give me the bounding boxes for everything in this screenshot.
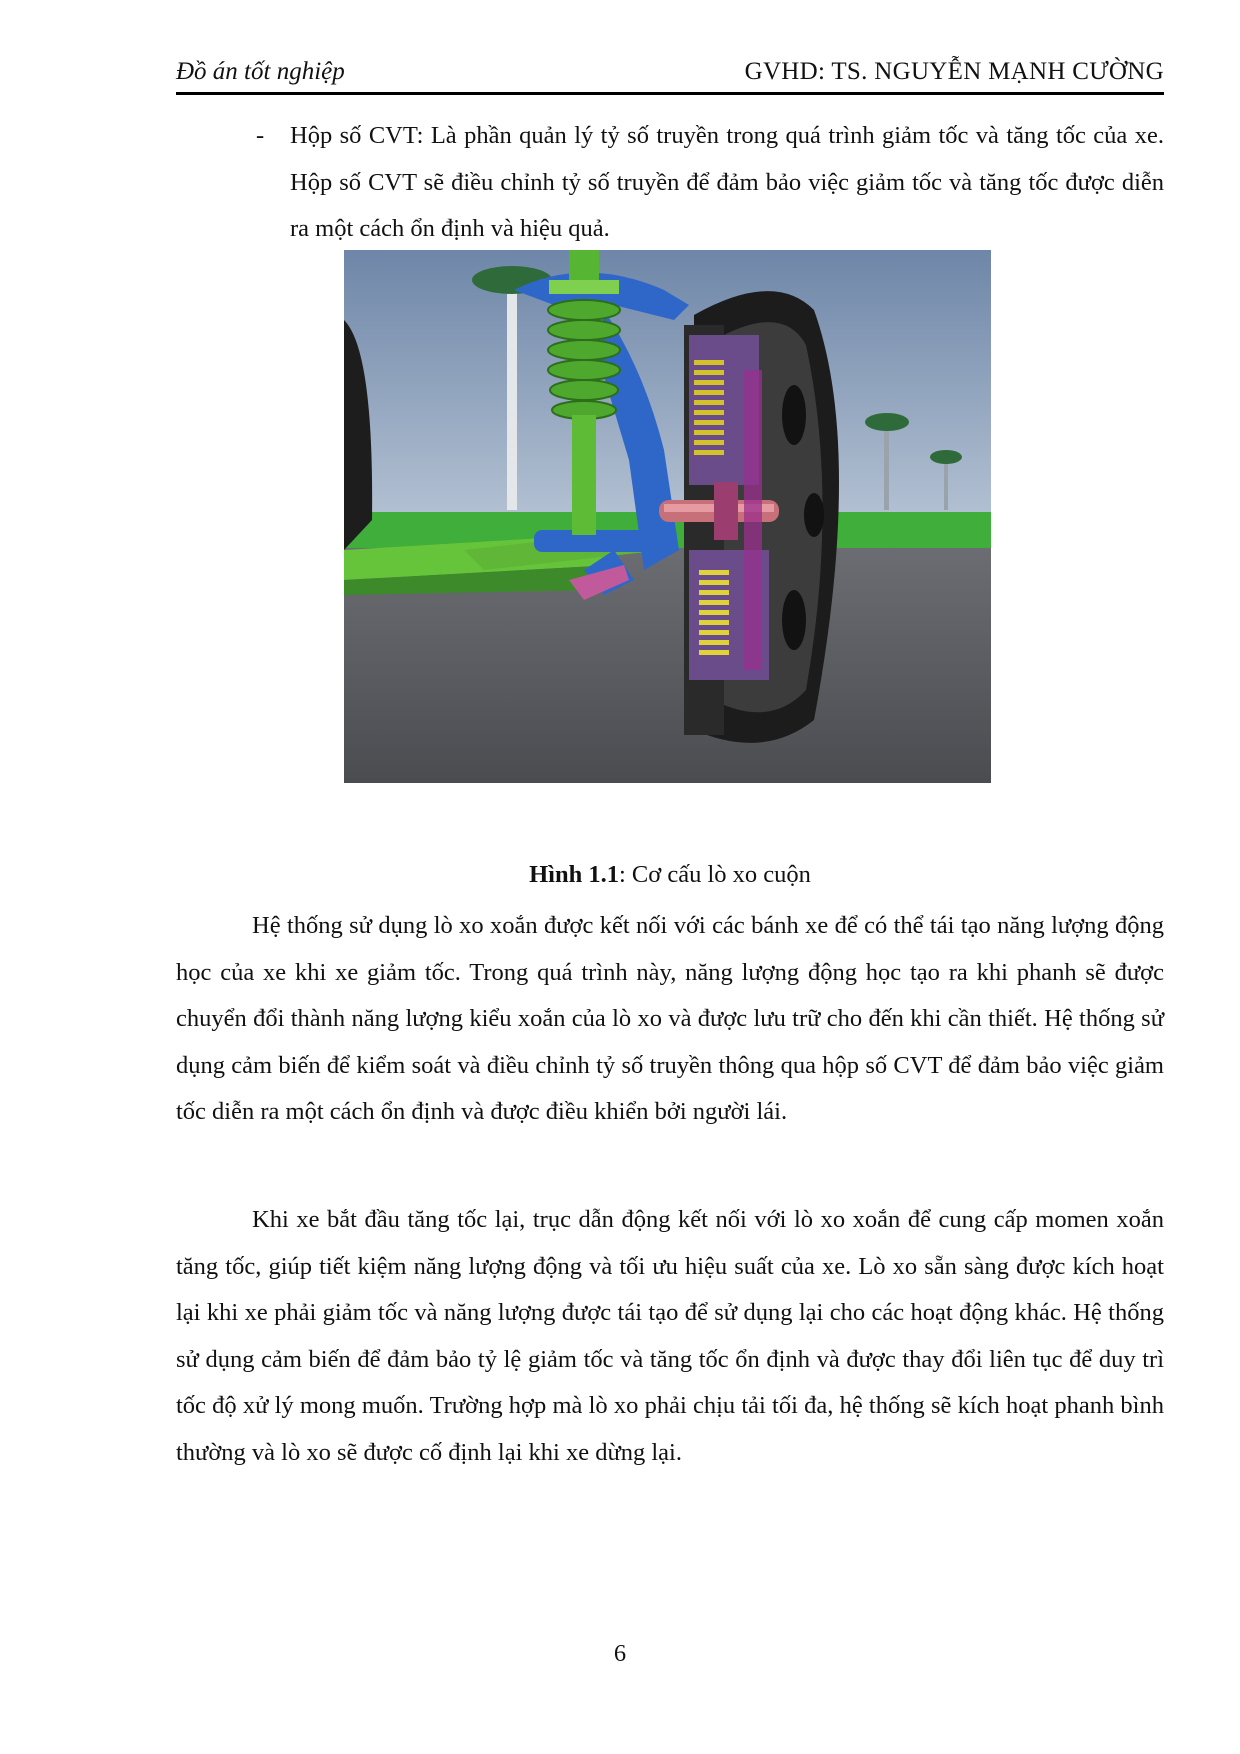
bullet-cvt-description: Hộp số CVT: Là phần quản lý tỷ số truyền trong quá trình giảm tốc và tăng tốc của xe. Hộp số CVT sẽ điều chỉnh tỷ số truyền để đảm bảo việc giảm tốc và tăng tốc được diễn ra một cách ổn định và hiệu quả. [290,122,1164,242]
bullet-marker: - [256,122,265,149]
header-advisor: GVHD: TS. NGUYỄN MẠNH CƯỜNG [744,58,1164,85]
brake-disk [744,370,762,670]
page-number: 6 [613,1640,627,1667]
figure-coil-spring-mechanism [344,250,991,783]
paragraph-1-text: Hệ thống sử dụng lò xo xoắn được kết nối với các bánh xe để có thể tái tạo năng lượng động học của xe khi xe giảm tốc. Trong quá trình này, năng lượng động học tạo ra khi phanh sẽ được chuyển đổi thành năng lượng kiểu xoắn của lò xo và được lưu trữ cho đến khi cần thiết. Hệ thống sử dụng cảm biến để kiểm soát và điều chỉnh tỷ số truyền thông qua hộp số CVT để đảm bảo việc giảm tốc diễn ra một cách ổn định và được điều khiển bởi người lái. [176,912,1164,1125]
figure-caption-text: : Cơ cấu lò xo cuộn [618,861,811,888]
header-thesis-title: Đồ án tốt nghiệp [176,58,345,85]
header-divider [176,92,1164,95]
paragraph-2 [176,1197,1164,1476]
figure-caption [176,855,1164,895]
paragraph-1 [176,903,1164,1136]
paragraph-2-text: Khi xe bắt đầu tăng tốc lại, trục dẫn động kết nối với lò xo xoắn để cung cấp momen xoắn tăng tốc, giúp tiết kiệm năng lượng động và tối ưu hiệu suất của xe. Lò xo sẵn sàng được kích hoạt lại khi xe phải giảm tốc và năng lượng được tái tạo để sử dụng lại cho các hoạt động khác. Hệ thống sử dụng cảm biến để đảm bảo tỷ lệ giảm tốc và tăng tốc ổn định và được thay đổi liên tục để duy trì tốc độ xử lý mong muốn. Trường hợp mà lò xo phải chịu tải tối đa, hệ thống sẽ kích hoạt phanh bình thường và lò xo sẽ được cố định lại khi xe dừng lại. [176,1206,1164,1466]
figure-label: Hình 1.1 [529,861,619,888]
page-header [176,58,1164,94]
suspension-illustration [344,250,991,783]
